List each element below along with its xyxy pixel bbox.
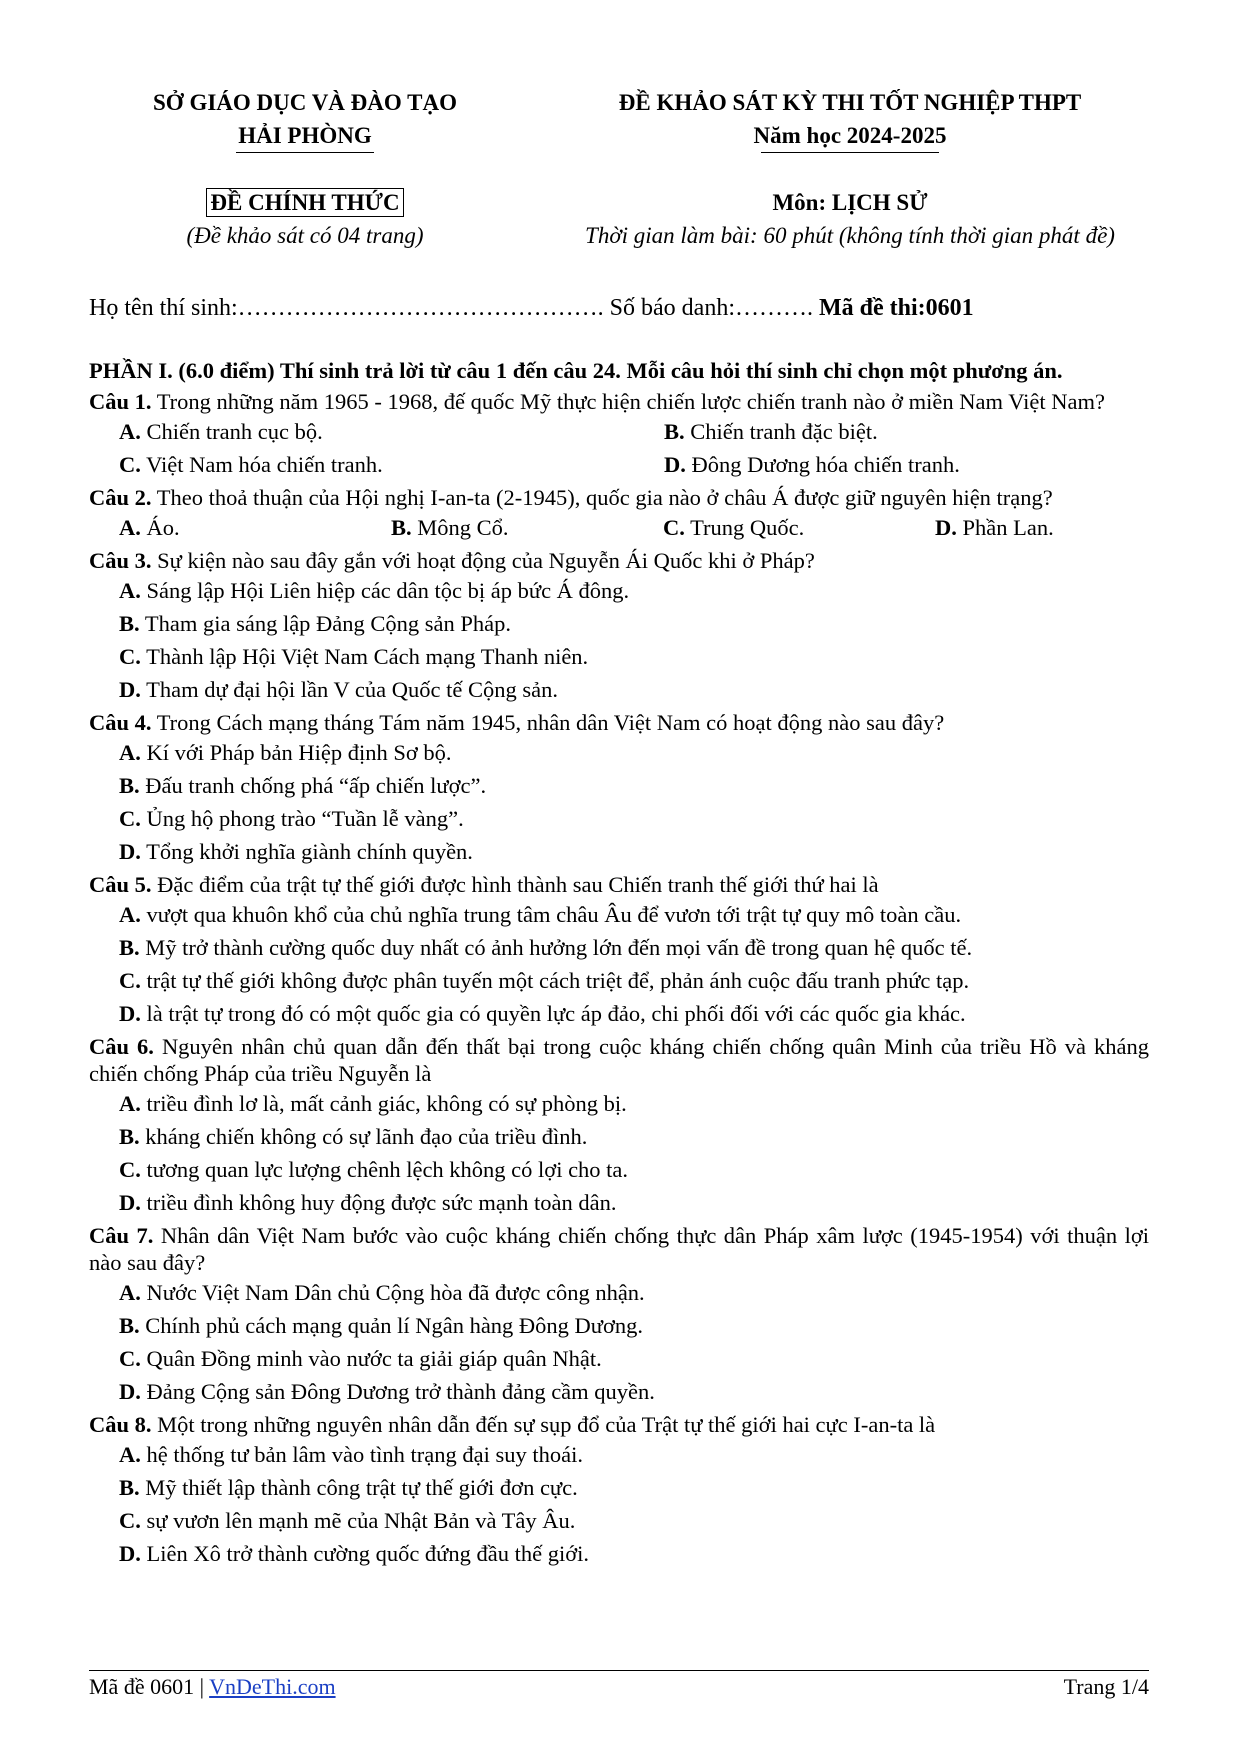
option: B. Đấu tranh chống phá “ấp chiến lược”. [119,773,487,798]
question [89,871,1149,1030]
exam-content [89,356,1149,1570]
options [119,898,1149,1030]
exam-code: Mã đề thi:0601 [819,295,974,321]
option: D. Phần Lan. [935,515,1054,540]
question-number: Câu 2. [89,485,152,510]
footer-exam-code: Mã đề 0601 | [89,1674,210,1699]
student-info [89,295,1149,322]
header-right [560,86,1140,153]
subject: Môn: LỊCH SỬ [772,190,928,215]
option: C. tương quan lực lượng chênh lệch không có lợi cho ta. [119,1157,629,1182]
department-name: SỞ GIÁO DỤC VÀ ĐÀO TẠO [153,90,457,115]
question-text: Trong Cách mạng tháng Tám năm 1945, nhân dân Việt Nam có hoạt động nào sau đây? [156,710,945,735]
question-number: Câu 4. [89,710,152,735]
option: A. Áo. [119,515,180,540]
option: C. Trung Quốc. [663,515,805,540]
question-text: Đặc điểm của trật tự thế giới được hình thành sau Chiến tranh thế giới thứ hai là [157,872,879,897]
question [89,1411,1149,1570]
question-text: Nguyên nhân chủ quan dẫn đến thất bại trong cuộc kháng chiến chống quân Minh của triều Hồ và kháng chiến chống Pháp của triều Nguyễn là [89,1034,1150,1086]
option: A. vượt qua khuôn khổ của chủ nghĩa trung tâm châu Âu để vươn tới trật tự quy mô toàn cầu. [119,902,962,927]
option: B. kháng chiến không có sự lãnh đạo của triều đình. [119,1124,588,1149]
option: B. Tham gia sáng lập Đảng Cộng sản Pháp. [119,611,512,636]
options [119,511,1149,544]
option: B. Mỹ thiết lập thành công trật tự thế giới đơn cực. [119,1475,578,1500]
question-text: Nhân dân Việt Nam bước vào cuộc kháng chiến chống thực dân Pháp xâm lược (1945-1954) với thuận lợi nào sau đây? [89,1223,1149,1275]
option: C. Quân Đồng minh vào nước ta giải giáp quân Nhật. [119,1346,602,1371]
option: D. Liên Xô trở thành cường quốc đứng đầu thế giới. [119,1541,589,1566]
question-text: Trong những năm 1965 - 1968, đế quốc Mỹ thực hiện chiến lược chiến tranh nào ở miền Nam Việt Nam? [156,389,1105,414]
question-number: Câu 7. [89,1223,154,1248]
option: D. Đảng Cộng sản Đông Dương trở thành đảng cầm quyền. [119,1379,655,1404]
question [89,484,1149,544]
question-text: Sự kiện nào sau đây gắn với hoạt động của Nguyễn Ái Quốc khi ở Pháp? [157,548,815,573]
header-left [100,86,510,153]
option: D. Tổng khởi nghĩa giành chính quyền. [119,839,473,864]
question [89,709,1149,868]
option: A. Nước Việt Nam Dân chủ Cộng hòa đã được công nhận. [119,1280,645,1305]
options [119,1438,1149,1570]
option: B. Chiến tranh đặc biệt. [664,419,878,444]
footer-site-link[interactable]: VnDeThi.com [209,1674,336,1699]
page-number: Trang 1/4 [1063,1674,1149,1699]
option: C. trật tự thế giới không được phân tuyến một cách triệt để, phản ánh cuộc đấu tranh phức tạp. [119,968,970,993]
question-number: Câu 1. [89,389,152,414]
option: C. Thành lập Hội Việt Nam Cách mạng Thanh niên. [119,644,589,669]
header-left-lower [100,186,510,252]
question [89,547,1149,706]
official-stamp: ĐỀ CHÍNH THỨC [206,188,403,217]
option: A. Sáng lập Hội Liên hiệp các dân tộc bị áp bức Á đông. [119,578,630,603]
header-left-rule [236,152,374,153]
option: A. hệ thống tư bản lâm vào tình trạng đại suy thoái. [119,1442,583,1467]
option: A. Kí với Pháp bản Hiệp định Sơ bộ. [119,740,452,765]
option: D. triều đình không huy động được sức mạnh toàn dân. [119,1190,617,1215]
footer-rule [89,1670,1149,1671]
question [89,1222,1149,1408]
question [89,1033,1149,1219]
option: B. Chính phủ cách mạng quản lí Ngân hàng Đông Dương. [119,1313,644,1338]
option: A. triều đình lơ là, mất cảnh giác, không có sự phòng bị. [119,1091,627,1116]
options [119,1276,1149,1408]
exam-title: ĐỀ KHẢO SÁT KỲ THI TỐT NGHIỆP THPT [618,90,1082,115]
school-year: Năm học 2024-2025 [753,123,947,148]
options [119,1087,1149,1219]
option: C. Việt Nam hóa chiến tranh. [119,452,383,477]
question-number: Câu 3. [89,548,152,573]
options [119,415,1149,481]
question-number: Câu 8. [89,1412,152,1437]
student-name-field: Họ tên thí sinh:………………………………………. [89,295,604,321]
question-number: Câu 5. [89,872,152,897]
option: C. sự vươn lên mạnh mẽ của Nhật Bản và Tây Âu. [119,1508,576,1533]
pages-note: (Đề khảo sát có 04 trang) [186,223,424,248]
option: D. là trật tự trong đó có một quốc gia có quyền lực áp đảo, chi phối đối với các quốc gia khác. [119,1001,966,1026]
option: B. Mông Cổ. [391,515,509,540]
option: C. Ủng hộ phong trào “Tuần lễ vàng”. [119,806,464,831]
options [119,574,1149,706]
time-note: Thời gian làm bài: 60 phút (không tính thời gian phát đề) [585,223,1115,248]
question-text: Một trong những nguyên nhân dẫn đến sự sụp đổ của Trật tự thế giới hai cực I-an-ta là [157,1412,936,1437]
option: D. Đông Dương hóa chiến tranh. [664,452,960,477]
question-number: Câu 6. [89,1034,154,1059]
option: B. Mỹ trở thành cường quốc duy nhất có ảnh hưởng lớn đến mọi vấn đề trong quan hệ quốc tế. [119,935,973,960]
question-text: Theo thoả thuận của Hội nghị I-an-ta (2-1945), quốc gia nào ở châu Á được giữ nguyên hiện trạng? [156,485,1053,510]
city-name: HẢI PHÒNG [238,123,372,148]
header-right-rule [761,152,939,153]
footer [89,1672,1149,1702]
option: A. Chiến tranh cục bộ. [119,419,323,444]
header-right-lower [545,186,1155,252]
part-title: PHẦN I. (6.0 điểm) Thí sinh trả lời từ câu 1 đến câu 24. Mỗi câu hỏi thí sinh chỉ chọn một phương án. [89,358,1063,383]
question [89,388,1149,481]
student-id-field: Số báo danh:………. [609,295,813,321]
option: D. Tham dự đại hội lần V của Quốc tế Cộng sản. [119,677,559,702]
options [119,736,1149,868]
